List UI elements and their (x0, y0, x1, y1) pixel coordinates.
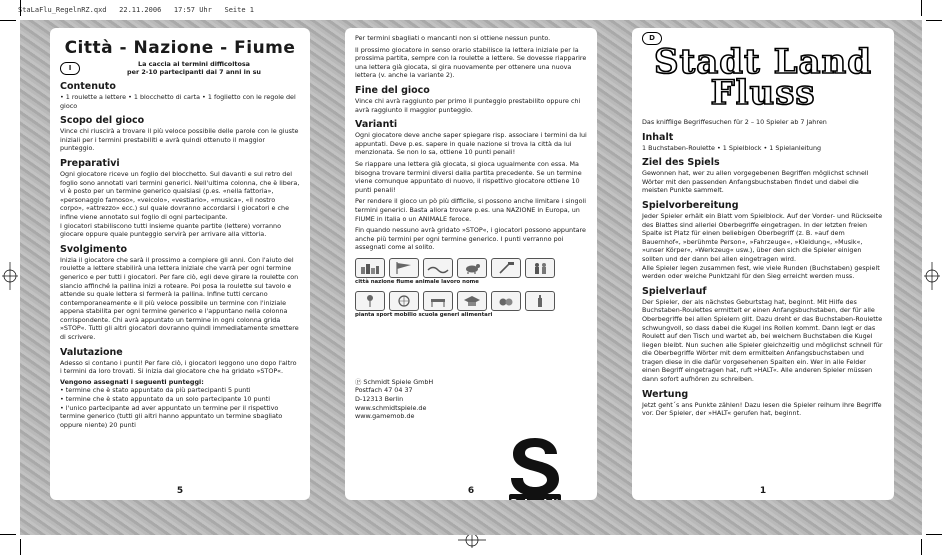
crop-mark (0, 20, 16, 21)
list-item: • l'unico partecipante ad aver appuntato un termine per il rispettivo termine generico (tutti gli altri hanno appuntato un termine sbagliato oppure niente) 20 punti (60, 403, 283, 429)
paragraph: Alle Spieler legen zusammen fest, wie viele Runden (Buchstaben) gespielt werden oder welche Punktzahl für den Sieg erreicht werden muss. (642, 263, 880, 281)
language-badge: D (642, 32, 662, 45)
crop-mark (20, 539, 21, 555)
publisher-address (355, 378, 587, 421)
crop-mark (0, 534, 16, 535)
page-6-panel (345, 28, 597, 500)
category-pictograms-row (355, 258, 587, 278)
section-heading: Spielvorbereitung (642, 199, 739, 211)
city-icon (355, 258, 385, 278)
paragraph: Gewonnen hat, wer zu allen vorgegebenen Begriffen möglichst schnell Wörter mit den passenden Anfangsbuchstaben findet und dabei die meisten Punkte sammelt. (642, 169, 869, 195)
page-title: Stadt Land (653, 42, 873, 82)
address-line: Postfach 47 04 37 (355, 386, 413, 395)
logo-text (510, 497, 561, 500)
paragraph: 1 Buchstaben-Roulette • 1 Spielblock • 1 Spielanleitung (642, 143, 822, 152)
section-heading: Spielverlauf (642, 285, 707, 297)
crop-mark (926, 20, 942, 21)
paragraph: Il prossimo giocatore in senso orario stabilisce la lettera iniziale per la prossima partita, sempre con la roulette a lettere. Se dovesse riapparire una lettera già giocata, si gira nuovamente per ottenere una nuova lettera (v. anche la variante 2). (355, 45, 587, 80)
paragraph: • 1 roulette a lettere • 1 blocchetto di carta • 1 foglietto con le regole del gioco (60, 93, 296, 110)
paragraph: Ogni giocatore deve anche saper spiegare risp. associare i termini da lui appuntati. Deve p.es. sapere in quale nazione si trova la città da lui menzionata. Se non lo sa, ottiene 10 punti penali! (355, 131, 587, 157)
website-link: www.schmidtspiele.de (355, 403, 427, 412)
river-icon (423, 258, 453, 278)
print-header: StaLaFlu_RegelnRZ.qxd 22.11.2006 17:57 Uhr Seite 1 (18, 6, 255, 14)
website-link: www.gamemob.de (355, 412, 415, 421)
paragraph: I giocatori stabiliscono tutti insieme quante partite (lettere) vorranno giocare oppure quale punteggio servirà per arrivare alla vittoria. (60, 221, 281, 239)
section-heading: Valutazione (60, 346, 123, 358)
section-heading: Inhalt (642, 131, 674, 143)
address-line: Ⓟ Schmidt Spiele GmbH (355, 377, 434, 386)
crop-mark (921, 539, 922, 555)
paragraph: Per rendere il gioco un pò più difficile, si possono anche limitare i singoli termini generici. Basta allora trovare p.es. una NAZIONE in Europa, un FIUME in Italia o un ANIMALE feroce. (355, 197, 587, 223)
list-item: • termine che è stato appuntato da più partecipanti 5 punti (60, 386, 251, 395)
food-icon (491, 291, 521, 311)
section-heading: Preparativi (60, 157, 120, 169)
page-number: 6 (467, 486, 475, 496)
paragraph-bold: Vengono assegnati i seguenti punteggi: (60, 377, 204, 386)
pictogram-caption: pianta sport mobilio scuola generi alimentari (355, 311, 493, 318)
paragraph: Adesso si contano i punti! Per fare ciò, i giocatori leggono uno dopo l'altro i termini da loro trovati. Si inizia dal giocatore che ha gridato »STOP«. (60, 358, 297, 376)
registration-mark-icon (924, 262, 940, 290)
subtitle: per 2-10 partecipanti dai 7 anni in su (127, 68, 261, 76)
section-heading: Wertung (642, 388, 689, 400)
page-number: 5 (176, 486, 184, 496)
paragraph: Se riappare una lettera già giocata, si gioca ugualmente con essa. Ma bisogna trovare termini diversi dalla partita precedente. Se un termine viene comunque appuntato di nuovo, il rispettivo giocatore ottiene 10 punti penali! (355, 159, 582, 194)
flag-icon (389, 258, 419, 278)
paragraph: Per termini sbagliati o mancanti non si ottiene nessun punto. (355, 34, 551, 42)
language-badge: I (60, 62, 80, 75)
plant-icon (355, 291, 385, 311)
paragraph: Fin quando nessuno avrà gridato »STOP«, i giocatori possono appuntare anche più termini per ogni termine generico. I punti verranno poi assegnati come al solito. (355, 226, 586, 252)
crop-mark (926, 534, 942, 535)
section-heading: Fine del gioco (355, 84, 430, 96)
paragraph: Inizia il giocatore che sarà il prossimo a compiere gli anni. Con l'aiuto del roulette a lettere stabilirà una lettera iniziale che varrà per ogni termine generico e per tutti i giocatori. Per fare ciò, egli deve girare la roulette con slancio affinché la pallina inizi a roteare. Poi posa la roulette sul tavolo e attende su quale lettera si fermerà la pallina. Infine tutti cercano contemporaneamente e il più veloce possibile un termine con l'iniziale appena stabilita per ogni termine generico e l'appuntano nella colonna corrispondente. Chi avrà appuntato un termine in ogni colonna grida »STOP«. Tutti gli altri giocatori dovranno quindi immediatamente smettere di scrivere. (60, 255, 299, 342)
paragraph: Vince chi riuscirà a trovare il più veloce possibile delle parole con le giuste iniziali per i termini prestabiliti e avrà quindi ottenuto il maggior punteggio. (60, 127, 299, 153)
registration-mark-icon (2, 262, 18, 290)
page-5-panel (50, 28, 310, 500)
crop-mark (20, 0, 21, 16)
paragraph: Jeder Spieler erhält ein Blatt vom Spielblock. Auf der Vorder- und Rückseite des Blattes sind allerlei Oberbegriffe eingetragen. In der letzten freien Spalte ist Platz für einen beliebigen Oberbegriff (z. B. »auf dem Bauernhof«, »berühmte Person«, »Fahrzeuge«, »Kleidung«, »Musik«, »unser Körper«, »Werkzeug« usw.), über den sich die Spieler einigen sollten und der dann bei allen eingetragen wird. (642, 211, 883, 263)
people-icon (525, 258, 555, 278)
paragraph: Vince chi avrà raggiunto per primo il punteggio prestabilito oppure chi avrà raggiunto il maggior punteggio. (355, 96, 581, 114)
section-heading: Scopo del gioco (60, 115, 145, 127)
tagline: Das knifflige Begriffesuchen für 2 – 10 Spieler ab 7 Jahren (642, 118, 827, 126)
list-item: • termine che è stato appuntato da un solo partecipante 10 punti (60, 395, 270, 404)
page-1-panel (632, 28, 894, 500)
section-heading: Contenuto (60, 81, 116, 92)
section-heading: Varianti (355, 119, 398, 131)
section-heading: Ziel des Spiels (642, 157, 720, 169)
category-pictograms-row (355, 291, 587, 311)
bottle-icon (525, 291, 555, 311)
subtitle: La caccia ai termini difficoltosa (138, 60, 250, 68)
page-number: 1 (759, 486, 767, 496)
furniture-icon (423, 291, 453, 311)
pictogram-caption: città nazione fiume animale lavoro nome (355, 278, 479, 285)
tools-icon (491, 258, 521, 278)
page-title: Fluss (710, 73, 816, 113)
address-line: D-12313 Berlin (355, 395, 404, 404)
paragraph: Ogni giocatore riceve un foglio del blocchetto. Sul davanti e sul retro del foglio sono annotati vari termini generici. Nell'ultima colonna, che è libera, vi è posto per un termine generico qualsiasi (p.es. «nella fattoria», «personaggio famoso», «veicolo», «vestiario», «musica», «il nostro corpo», «attrezzo» ecc.) sul quale dovranno accordarsi i giocatori e che infine viene annotato sul foglio di ogni partecipante. (60, 169, 300, 221)
sport-icon (389, 291, 419, 311)
page-title: Città - Nazione - Fiume (64, 38, 296, 58)
animal-icon (457, 258, 487, 278)
school-icon (457, 291, 487, 311)
section-heading: Svolgimento (60, 243, 128, 255)
paragraph: Jetzt geht´s ans Punkte zählen! Dazu lesen die Spieler reihum ihre Begriffe vor. Der Spieler, der »HALT« gerufen hat, beginnt. (642, 400, 882, 418)
crop-mark (921, 0, 922, 16)
paragraph: Der Spieler, der als nächstes Geburtstag hat, beginnt. Mit Hilfe des Buchstaben-Roulettes ermittelt er einen Anfangsbuchstaben, der für alle Oberbegriffe bei allen Spielern gilt. Dazu dreht er das Buchstaben-Roulette schwungvoll, so dass dabei die Kugel ins Rollen kommt. Dann legt er das Roulett auf den Tisch und wartet ab, bei welchem Buchstaben die Kugel liegen bleibt. Nun suchen alle Spieler gleichzeitig und möglichst schnell für die Oberbegriffe Wörter mit dem ermittelten Anfangsbuchstaben und tragen diese in die dafür vorgesehenen Spalten ein. Wer in alle Felder einen Begriff eingetragen hat, ruft »HALT«. Alle anderen Spieler müssen dann sofort aufhören zu schreiben. (642, 297, 883, 384)
